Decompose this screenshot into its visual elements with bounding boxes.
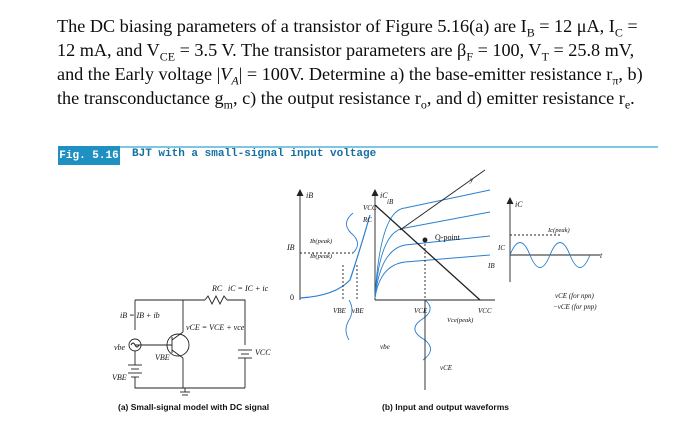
caption-b: (b) Input and output waveforms xyxy=(382,402,510,412)
circuit-labels xyxy=(112,284,271,382)
svg-text:IB: IB xyxy=(287,243,295,252)
svg-text:RC: RC xyxy=(363,216,372,224)
label-vbe-node: VBE xyxy=(155,353,170,362)
label-vce-eq: vCE = VCE + vce xyxy=(186,323,245,332)
svg-text:IC: IC xyxy=(498,244,505,252)
svg-text:Ic(peak): Ic(peak) xyxy=(548,227,570,234)
problem-statement: The DC biasing parameters of a transistor of Figure 5.16(a) are $I_B = 12$ μA, $I_C = 12$ mA, and $V_{CE} = 3.5$ V. The transistor parameters are $\beta_F = 100$, $V_T = 25.8$ mV, and the Early voltage $|V_A| = 100V$. Determine a) the base-emitter resistance $r_\pi$, b) the transconductance $g_m$, c) the output resistance $r_o$, and d) emitter resistance $r_e$. xyxy=(57,16,643,112)
svg-text:iB: iB xyxy=(306,191,314,200)
svg-text:t: t xyxy=(600,251,603,260)
svg-text:VCC: VCC xyxy=(478,307,492,315)
svg-text:iB: iB xyxy=(387,198,394,206)
svg-text:Ib(peak): Ib(peak) xyxy=(310,238,333,245)
label-ic-eq: iC = IC + ic xyxy=(228,284,269,293)
svg-text:iC: iC xyxy=(380,191,388,200)
svg-text:VCE: VCE xyxy=(414,307,428,315)
label-rc: RC xyxy=(212,284,223,293)
svg-text:0: 0 xyxy=(290,293,294,302)
svg-text:vCE (for npn): vCE (for npn) xyxy=(555,292,594,300)
svg-text:Vce(peak): Vce(peak) xyxy=(447,317,474,324)
svg-text:iC: iC xyxy=(515,200,523,209)
label-ib-eq: iB = IB + ib xyxy=(120,311,160,320)
label-vcc: VCC xyxy=(255,348,271,357)
output-waveform xyxy=(507,198,600,282)
svg-text:VCC: VCC xyxy=(363,204,377,212)
figure-badge: Fig. 5.16 xyxy=(58,146,120,165)
caption-a: (a) Small-signal model with DC signal xyxy=(118,402,270,412)
svg-text:Q-point: Q-point xyxy=(435,233,460,242)
label-vbe: VBE xyxy=(112,373,127,382)
label-vbe-small: vbe xyxy=(114,343,126,352)
svg-text:−vCE (for pnp): −vCE (for pnp) xyxy=(553,303,597,311)
svg-text:vCE: vCE xyxy=(440,364,453,372)
svg-text:VBE: VBE xyxy=(333,307,346,315)
svg-text:y: y xyxy=(470,176,474,184)
svg-text:Ib(peak): Ib(peak) xyxy=(310,253,333,260)
figure-title: BJT with a small-signal input voltage xyxy=(132,148,377,160)
svg-text:IB: IB xyxy=(488,262,495,270)
input-characteristic xyxy=(297,190,370,340)
svg-text:vBE: vBE xyxy=(352,307,364,315)
svg-text:vbe: vbe xyxy=(380,343,390,351)
